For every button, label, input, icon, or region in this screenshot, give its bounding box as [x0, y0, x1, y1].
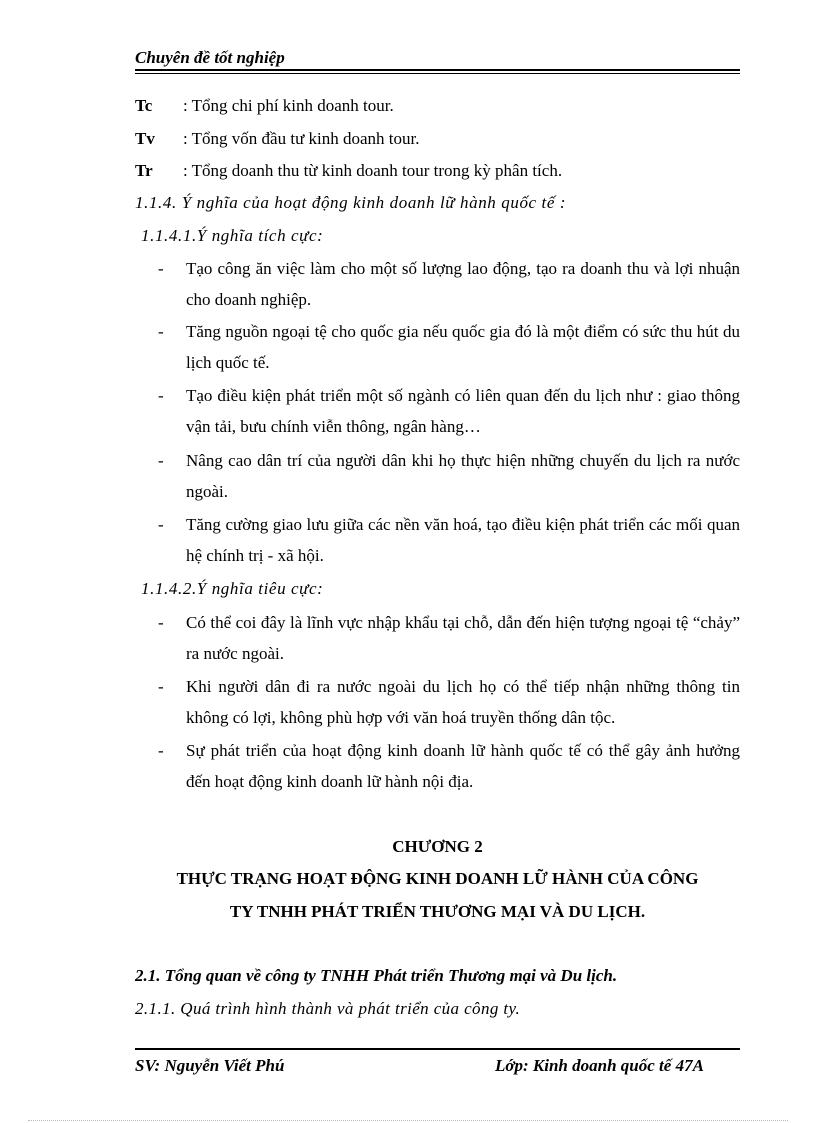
- section-heading-1-1-4-1: 1.1.4.1.Ý nghĩa tích cực:: [141, 226, 324, 245]
- definition-tv: [135, 129, 420, 149]
- definition-text: : Tổng vốn đầu tư kinh doanh tour.: [183, 129, 420, 148]
- section-heading-2-1: 2.1. Tổng quan về công ty TNHH Phát triển Thương mại và Du lịch.: [135, 966, 618, 985]
- definition-term: Tr: [135, 161, 153, 180]
- header-rule: [135, 69, 740, 71]
- header-rule-thin: [135, 73, 740, 74]
- footer-rule: [135, 1048, 740, 1050]
- footer-student: SV: Nguyễn Viết Phú: [135, 1056, 285, 1075]
- header-title: Chuyên đề tốt nghiệp: [135, 48, 285, 67]
- section-heading-1-1-4: 1.1.4. Ý nghĩa của hoạt động kinh doanh lữ hành quốc tế :: [135, 193, 567, 212]
- definition-text: : Tổng chi phí kinh doanh tour.: [183, 96, 394, 115]
- chapter-title-line-1: THỰC TRẠNG HOẠT ĐỘNG KINH DOANH LỮ HÀNH CỦA CÔNG: [176, 869, 699, 888]
- chapter-title-line-2: TY TNHH PHÁT TRIỂN THƯƠNG MẠI VÀ DU LỊCH.: [229, 902, 646, 921]
- section-heading-2-1-1: 2.1.1. Quá trình hình thành và phát triển của công ty.: [135, 999, 521, 1018]
- definition-tc: [135, 96, 394, 116]
- definition-term: Tv: [135, 129, 155, 148]
- footer-class: Lớp: Kinh doanh quốc tế 47A: [495, 1056, 704, 1075]
- chapter-label: CHƯƠNG 2: [392, 837, 483, 856]
- definition-term: Tc: [135, 96, 153, 115]
- definition-tr: [135, 161, 562, 181]
- page-edge-divider: [28, 1120, 788, 1121]
- definition-text: : Tổng doanh thu từ kinh doanh tour trong kỳ phân tích.: [183, 161, 563, 180]
- section-heading-1-1-4-2: 1.1.4.2.Ý nghĩa tiêu cực:: [141, 579, 324, 598]
